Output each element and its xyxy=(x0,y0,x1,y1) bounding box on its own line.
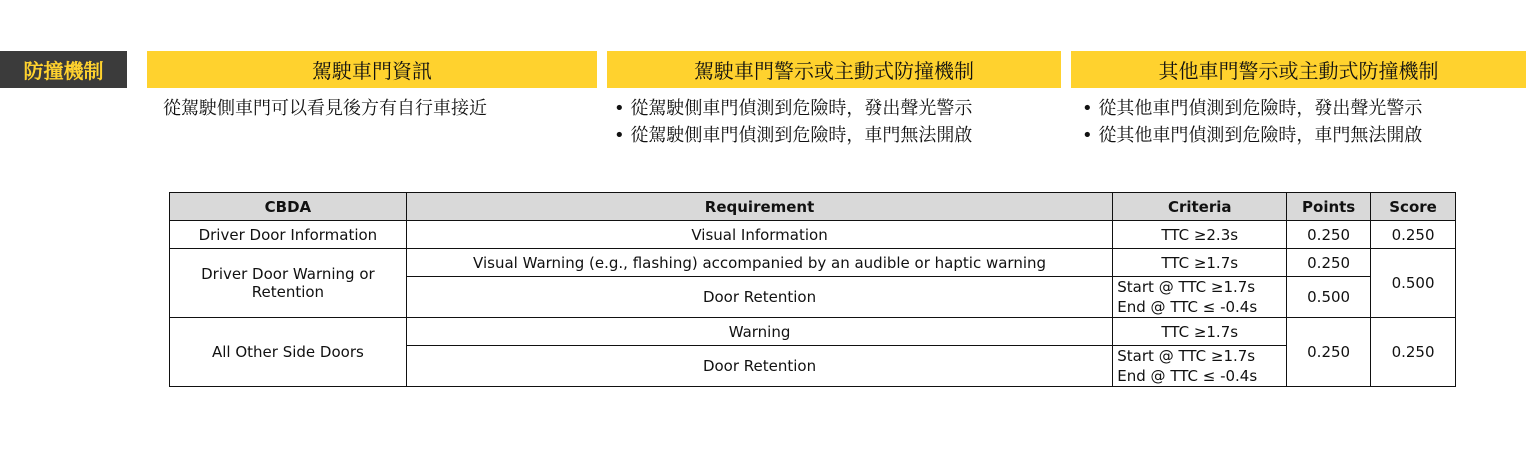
cell-criteria: TTC ≥2.3s xyxy=(1113,221,1287,249)
cell-score: 0.500 xyxy=(1371,249,1456,318)
header-points: Points xyxy=(1287,193,1371,221)
cbda-line: Driver Door Warning or xyxy=(201,265,375,283)
column-header-driver-door-warning: 駕駛車門警示或主動式防撞機制 xyxy=(607,51,1061,88)
cell-points: 0.250 xyxy=(1287,249,1371,277)
criteria-end: End @ TTC ≤ -0.4s xyxy=(1117,298,1258,316)
cell-criteria: TTC ≥1.7s xyxy=(1113,249,1287,277)
cell-score: 0.250 xyxy=(1371,221,1456,249)
table-row xyxy=(170,221,1456,249)
cell-score: 0.250 xyxy=(1371,318,1456,387)
criteria-end: End @ TTC ≤ -0.4s xyxy=(1117,367,1258,385)
bullet-item: • 從其他車門偵測到危險時，車門無法開啟 xyxy=(1082,122,1422,149)
header-cbda: CBDA xyxy=(170,193,407,221)
cell-criteria xyxy=(1113,277,1287,318)
table-row xyxy=(170,249,1456,277)
cell-requirement: Visual Warning (e.g., flashing) accompanied by an audible or haptic warning xyxy=(406,249,1112,277)
column-text-other-door-warning xyxy=(1082,95,1422,149)
cell-cbda: All Other Side Doors xyxy=(170,318,407,387)
header-requirement: Requirement xyxy=(406,193,1112,221)
header-score: Score xyxy=(1371,193,1456,221)
bullet-item: • 從駕駛側車門偵測到危險時，發出聲光警示 xyxy=(614,95,972,122)
cell-cbda xyxy=(170,249,407,318)
column-text-driver-door-info xyxy=(163,95,487,122)
cell-points: 0.250 xyxy=(1287,318,1371,387)
criteria-start: Start @ TTC ≥1.7s xyxy=(1117,347,1256,365)
column-text-driver-door-warning xyxy=(614,95,972,149)
cell-requirement: Door Retention xyxy=(406,346,1112,387)
bullet-item: • 從其他車門偵測到危險時，發出聲光警示 xyxy=(1082,95,1422,122)
section-tag: 防撞機制 xyxy=(0,51,127,88)
cell-points: 0.500 xyxy=(1287,277,1371,318)
column-header-driver-door-info: 駕駛車門資訊 xyxy=(147,51,597,88)
cell-criteria xyxy=(1113,346,1287,387)
cbda-line: Retention xyxy=(251,283,325,301)
cell-cbda: Driver Door Information xyxy=(170,221,407,249)
criteria-start: Start @ TTC ≥1.7s xyxy=(1117,278,1256,296)
cell-requirement: Door Retention xyxy=(406,277,1112,318)
column-header-other-door-warning: 其他車門警示或主動式防撞機制 xyxy=(1071,51,1526,88)
cbda-table xyxy=(169,192,1456,387)
cell-requirement: Warning xyxy=(406,318,1112,346)
text-line: 從駕駛側車門可以看見後方有自行車接近 xyxy=(163,98,487,119)
table-row xyxy=(170,318,1456,346)
cell-points: 0.250 xyxy=(1287,221,1371,249)
bullet-item: • 從駕駛側車門偵測到危險時，車門無法開啟 xyxy=(614,122,972,149)
table-header-row xyxy=(170,193,1456,221)
header-criteria: Criteria xyxy=(1113,193,1287,221)
cell-requirement: Visual Information xyxy=(406,221,1112,249)
cell-criteria: TTC ≥1.7s xyxy=(1113,318,1287,346)
